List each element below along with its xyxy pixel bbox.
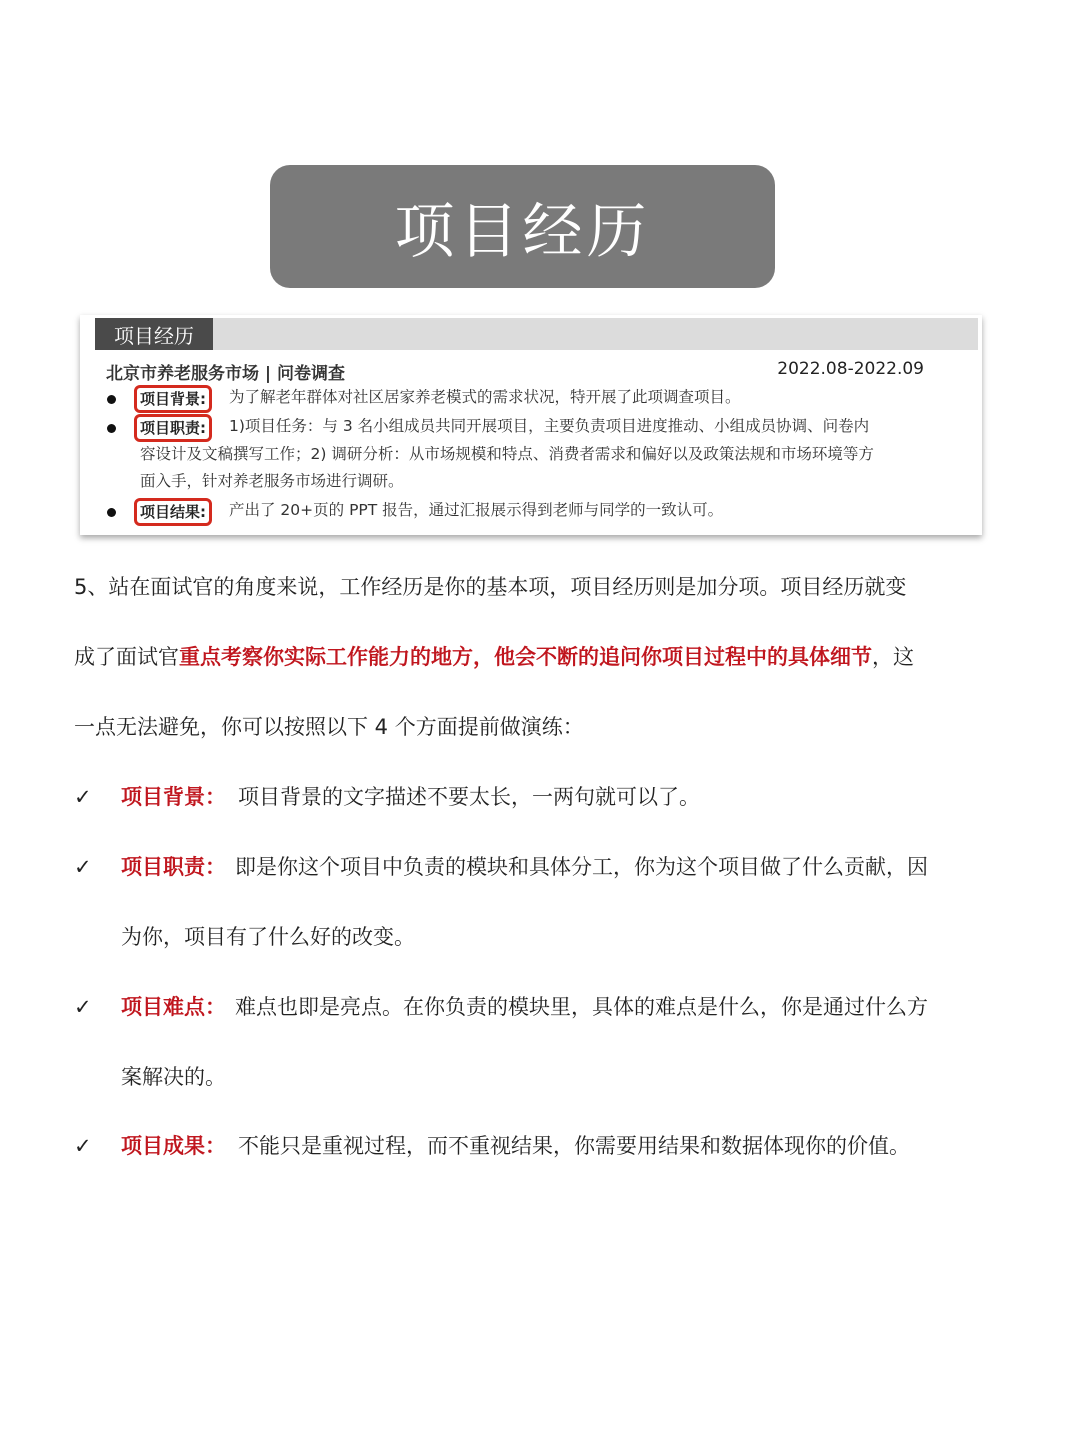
check-label-duty: 项目职责： xyxy=(121,855,226,879)
resume-label-duty: 项目职责: xyxy=(134,414,212,442)
bullet-dot xyxy=(107,508,116,517)
check-text: 项目背景的文字描述不要太长，一两句就可以了。 xyxy=(238,785,700,809)
resume-text: 面入手，针对养老服务市场进行调研。 xyxy=(140,472,404,490)
check-text: 难点也即是亮点。在你负责的模块里，具体的难点是什么，你是通过什么方 xyxy=(235,995,928,1019)
project-name: 北京市养老服务市场 | 问卷调查 xyxy=(106,364,346,384)
intro-text: 成了面试官 xyxy=(74,645,179,669)
intro-line-2 xyxy=(74,642,914,672)
bullet-dot xyxy=(107,395,116,404)
resume-excerpt xyxy=(80,315,982,535)
check-text: 为你，项目有了什么好的改变。 xyxy=(121,925,415,949)
check-text: 案解决的。 xyxy=(121,1065,226,1089)
project-header xyxy=(106,359,924,384)
resume-label-background: 项目背景: xyxy=(134,385,212,413)
resume-label-result: 项目结果: xyxy=(134,498,212,526)
check-text: 不能只是重视过程，而不重视结果，你需要用结果和数据体现你的价值。 xyxy=(238,1134,910,1158)
intro-emphasis: 重点考察你实际工作能力的地方，他会不断的追问你项目过程中的具体细节 xyxy=(179,645,872,669)
check-label-difficulty: 项目难点： xyxy=(121,995,226,1019)
banner-title: 项目经历 xyxy=(394,196,651,267)
project-date: 2022.08-2022.09 xyxy=(777,359,924,379)
resume-text: 1)项目任务：与 3 名小组成员共同开展项目，主要负责项目进度推动、小组成员协调、问卷内 xyxy=(229,417,870,435)
intro-line-3: 一点无法避免，你可以按照以下 4 个方面提前做演练： xyxy=(74,715,584,739)
check-text: 即是你这个项目中负责的模块和具体分工，你为这个项目做了什么贡献，因 xyxy=(235,855,928,879)
resume-text: 为了解老年群体对社区居家养老模式的需求状况，特开展了此项调查项目。 xyxy=(229,388,741,406)
intro-text: ，这 xyxy=(872,645,914,669)
title-banner xyxy=(270,165,775,288)
check-icon: ✓ xyxy=(74,855,92,879)
bullet-dot xyxy=(107,424,116,433)
check-label-background: 项目背景： xyxy=(121,785,226,809)
check-icon: ✓ xyxy=(74,1134,92,1158)
check-label-outcome: 项目成果： xyxy=(121,1134,226,1158)
resume-text: 产出了 20+页的 PPT 报告，通过汇报展示得到老师与同学的一致认可。 xyxy=(229,501,724,519)
intro-line-1: 5、站在面试官的角度来说，工作经历是你的基本项，项目经历则是加分项。项目经历就变 xyxy=(74,575,907,599)
section-header-bar xyxy=(95,318,978,350)
check-icon: ✓ xyxy=(74,785,92,809)
check-icon: ✓ xyxy=(74,995,92,1019)
section-title: 项目经历 xyxy=(95,318,213,350)
resume-text: 容设计及文稿撰写工作；2) 调研分析：从市场规模和特点、消费者需求和偏好以及政策法规和市场环境等方 xyxy=(140,445,874,463)
